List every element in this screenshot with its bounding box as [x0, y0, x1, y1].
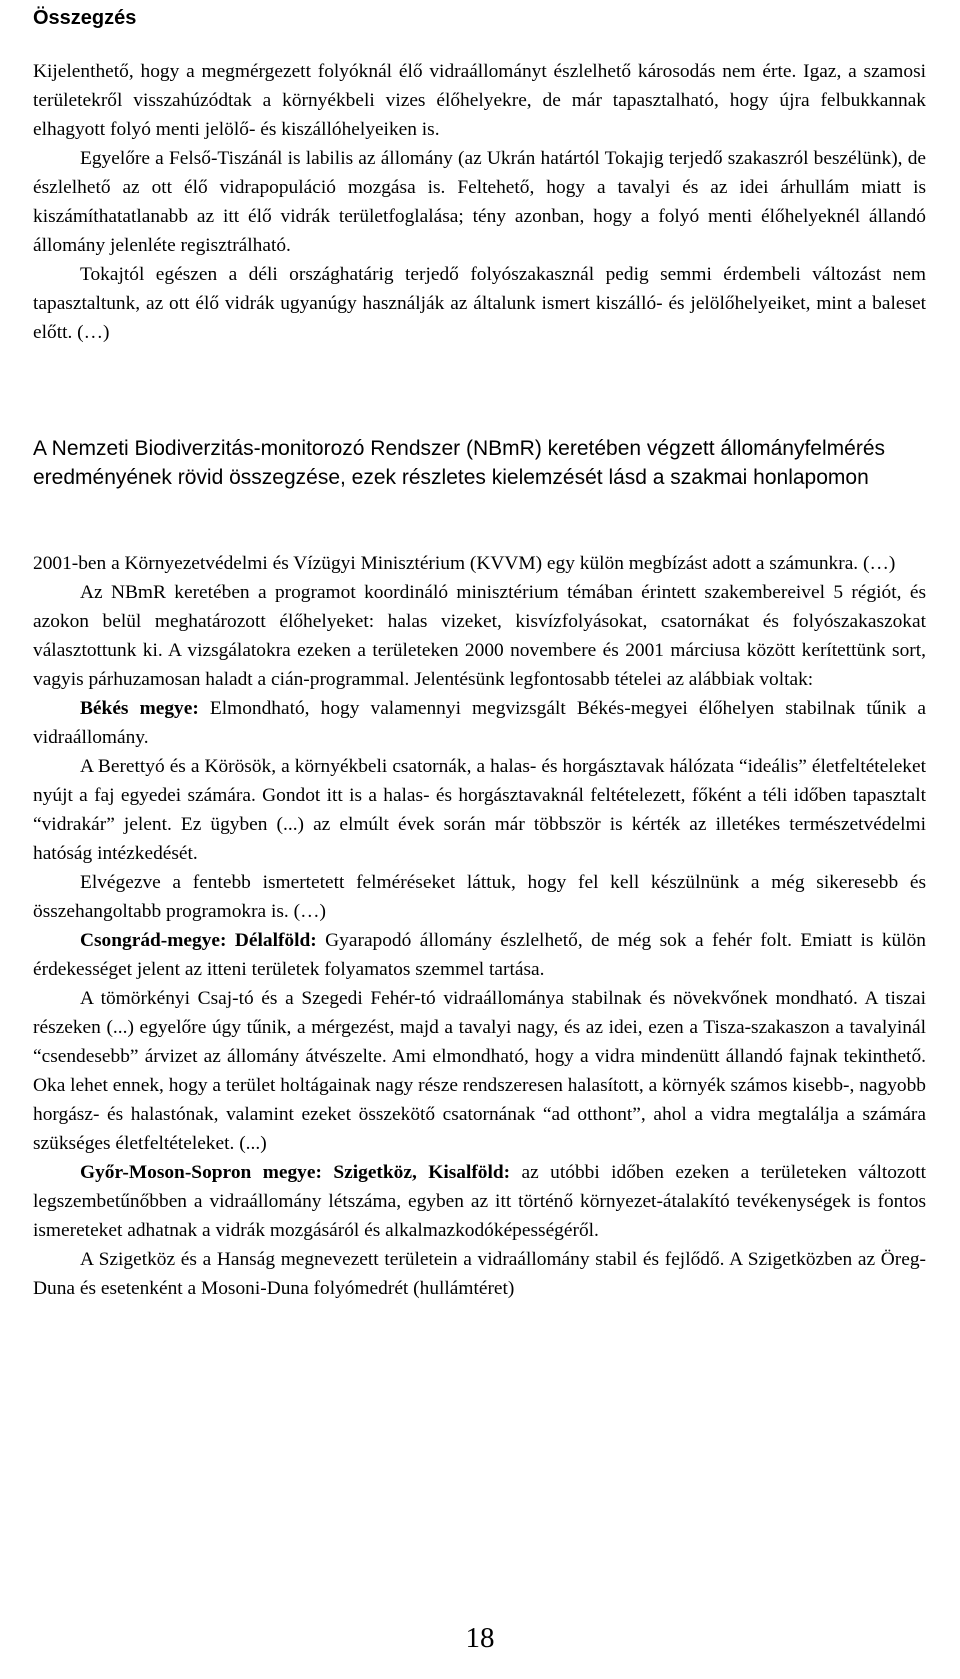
- nbmr-section-body: [33, 549, 926, 1303]
- paragraph-bekes: [33, 694, 926, 752]
- paragraph: Az NBmR keretében a programot koordináló minisztérium témában érintett szakembereivel 5 régiót, és azokon belül meghatározott élőhelyeket: halas vizeket, kisvízfolyásokat, csatornákat és folyószakaszokat választottunk ki. A vizsgálatokra ezeken a területeken 2000 novembere és 2001 márciusa között kerítettünk sort, vagyis párhuzamosan haladt a cián-programmal. Jelentésünk legfontosabb tételei az alábbiak voltak:: [33, 582, 926, 690]
- paragraph: Tokajtól egészen a déli országhatárig terjedő folyószakasznál pedig semmi érdembeli változást nem tapasztaltunk, az ott élő vidrák ugyanúgy használják az általunk ismert kiszálló- és jelölőhelyeiket, mint a baleset előtt. (…): [33, 264, 926, 343]
- paragraph-csongrad: [33, 926, 926, 984]
- section-heading-osszegzes: Összegzés: [33, 7, 137, 29]
- paragraph: A Berettyó és a Körösök, a környékbeli csatornák, a halas- és horgásztavak hálózata “ideális” életfeltételeket nyújt a faj egyedei számára. Gondot itt is a halas- és horgásztavaknál feltételezett, főként a téli időben tapasztalt “vidrakár” jelent. Ez ügyben (...) az elmúlt évek során már többször is kérték az illetékes természetvédelmi hatóság intézkedését.: [33, 756, 926, 864]
- paragraph-gyor: [33, 1158, 926, 1245]
- region-label-bekes: Békés megye:: [80, 698, 199, 719]
- paragraph-text: az utóbbi időben ezeken a területeken változott legszembetűnőbben a vidraállomány létszáma, egyben az itt történő környezet-átalakító tevékenységek is fontos ismereteket adhatnak a vidrák mozgásáról és alkalmazkodóképességéről.: [33, 1162, 926, 1241]
- region-label-gyor: Győr-Moson-Sopron megye: Szigetköz, Kisalföld:: [80, 1162, 511, 1183]
- paragraph-text: Elmondható, hogy valamennyi megvizsgált Békés-megyei élőhelyen stabilnak tűnik a vidraállomány.: [33, 698, 926, 748]
- paragraph: A Szigetköz és a Hanság megnevezett területein a vidraállomány stabil és fejlődő. A Szigetközben az Öreg-Duna és esetenként a Mosoni-Duna folyómedrét (hullámtéret): [33, 1249, 926, 1299]
- paragraph: Kijelenthető, hogy a megmérgezett folyóknál élő vidraállományt észlelhető károsodás nem érte. Igaz, a szamosi területekről visszahúzódtak a környékbeli vizes élőhelyekre, de már tapasztalható, hogy újra felbukkannak elhagyott folyó menti jelölő- és kiszállóhelyeiken is.: [33, 61, 926, 140]
- paragraph: Elvégezve a fentebb ismertetett felméréseket láttuk, hogy fel kell készülnünk a még sikeresebb és összehangoltabb programokra is. (…): [33, 872, 926, 922]
- paragraph-text: Gyarapodó állomány észlelhető, de még sok a fehér folt. Emiatt is külön érdekességet jelent az itteni területek folyamatos szemmel tartása.: [33, 930, 926, 980]
- paragraph: Egyelőre a Felső-Tiszánál is labilis az állomány (az Ukrán határtól Tokajig terjedő szakaszról beszélünk), de észlelhető az ott élő vidrapopuláció mozgása is. Feltehető, hogy a tavalyi és az idei árhullám miatt is kiszámíthatatlanabb az itt élő vidrák területfoglalása; tény azonban, hogy a folyó menti élőhelyeknél állandó állomány jelenléte regisztrálható.: [33, 148, 926, 256]
- paragraph: 2001-ben a Környezetvédelmi és Vízügyi Minisztérium (KVVM) egy külön megbízást adott a számunkra. (…): [33, 553, 896, 574]
- paragraph: A tömörkényi Csaj-tó és a Szegedi Fehér-tó vidraállománya stabilnak és növekvőnek mondható. A tiszai részeken (...) egyelőre úgy tűnik, a mérgezést, majd a tavalyi nagy, és az idei, ezen a Tisza-szakaszon a tavalyinál “csendesebb” árvizet az állomány átvészelte. Ami elmondható, hogy a vidra mindenütt állandó fajnak tekinthető. Oka lehet ennek, hogy a terület holtágainak nagy része rendszeresen halasított, a környék számos kisebb-, nagyobb horgász- és halastónak, valamint ezeket összekötő csatornának “ad otthont”, ahol a vidra megtalálja a számára szükséges életfeltételeket. (...): [33, 988, 926, 1154]
- nbmr-section-title: A Nemzeti Biodiverzitás-monitorozó Rendszer (NBmR) keretében végzett állományfelmérés eredményének rövid összegzése, ezek részletes kielemzését lásd a szakmai honlapomon: [33, 437, 885, 489]
- page-number: 18: [465, 1622, 495, 1654]
- region-label-csongrad: Csongrád-megye: Délalföld:: [80, 930, 317, 951]
- nbmr-section-title-block: [33, 434, 926, 492]
- summary-section: [33, 57, 926, 347]
